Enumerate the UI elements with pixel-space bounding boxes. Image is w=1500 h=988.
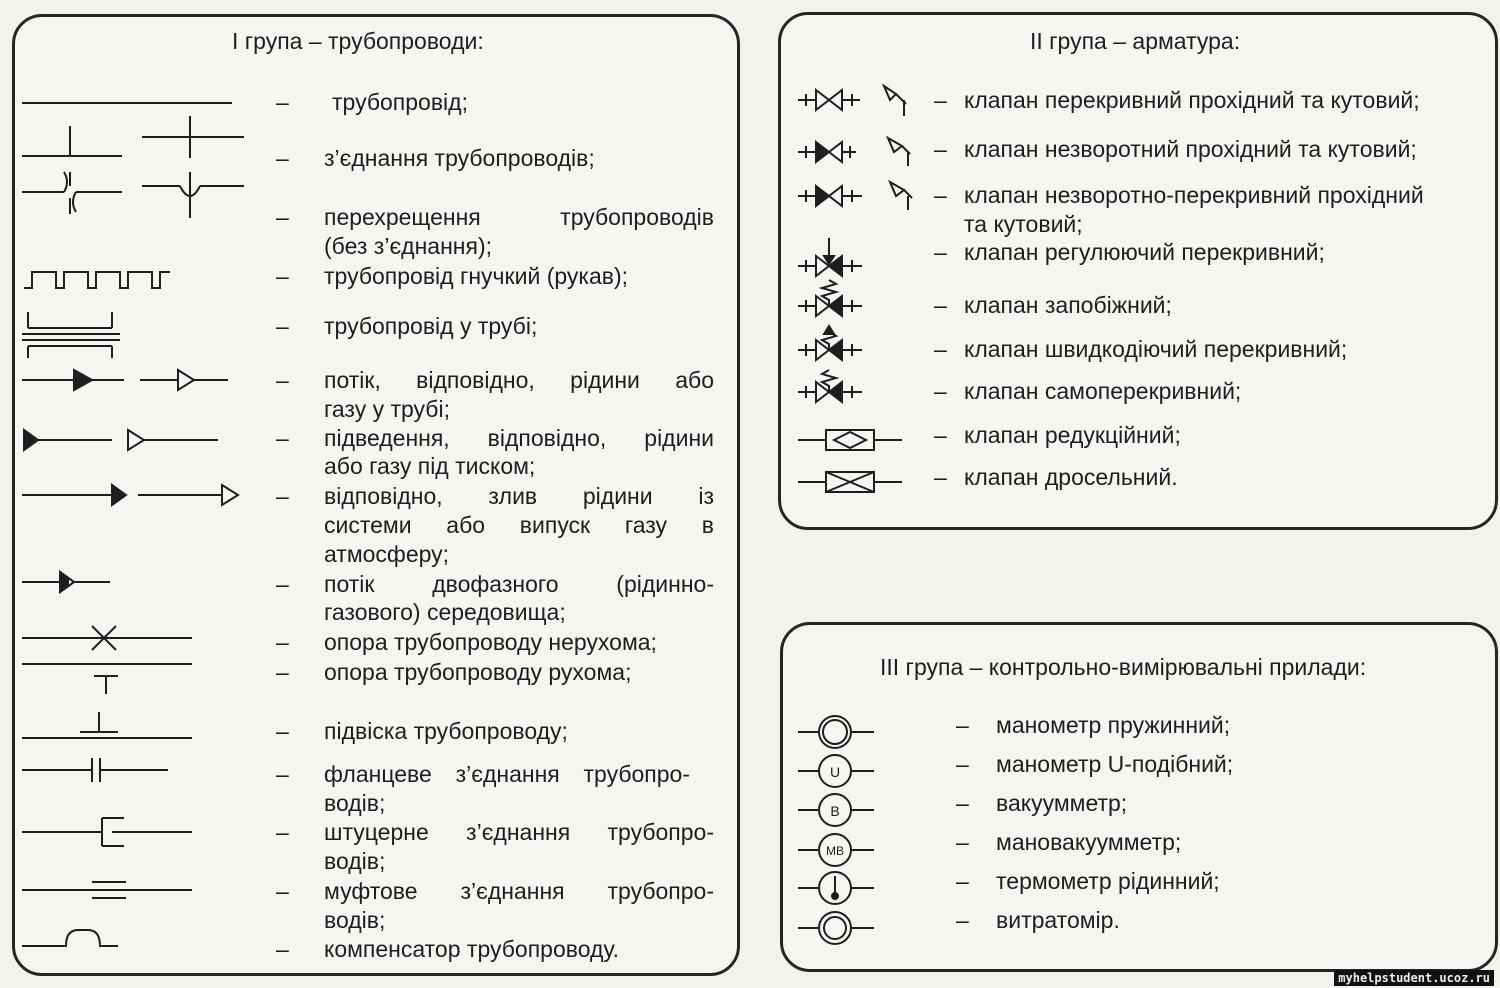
group1-item-6-l2: або газу під тиском; xyxy=(324,453,536,479)
group3-item-0: манометр пружинний; xyxy=(996,712,1231,738)
group1-item-15: компенсатор трубопроводу. xyxy=(324,936,619,962)
group2-item-2-l2: та кутовий; xyxy=(964,211,1083,237)
group2-item-4: клапан запобіжний; xyxy=(964,292,1172,318)
dash: – xyxy=(934,182,947,208)
group1-title: І група – трубопроводи: xyxy=(232,28,484,54)
dash: – xyxy=(956,829,969,855)
group1-item-2-l1: перехрещення трубопроводів xyxy=(324,204,714,230)
liquid-thermometer-symbol xyxy=(798,872,874,904)
flow-meter-symbol xyxy=(798,912,874,944)
group1-item-7-l3: атмосферу; xyxy=(324,541,450,567)
dash: – xyxy=(276,89,289,115)
group1-item-8-l1: потік двофазного (рідинно- xyxy=(324,571,714,597)
group3-item-3: мановакуумметр; xyxy=(996,829,1182,855)
group1-item-0: трубопровід; xyxy=(332,89,468,115)
dash: – xyxy=(934,464,947,490)
dash: – xyxy=(276,204,289,230)
dash: – xyxy=(276,571,289,597)
group2-title: ІІ група – арматура: xyxy=(1030,28,1241,54)
group1-item-8-l2: газового) середовища; xyxy=(324,599,566,625)
dash: – xyxy=(956,790,969,816)
group2-item-1: клапан незворотний прохідний та кутовий; xyxy=(964,136,1417,162)
group1-item-9: опора трубопроводу нерухома; xyxy=(324,629,657,655)
dash: – xyxy=(276,425,289,451)
group1-item-12-l2: водів; xyxy=(324,790,386,816)
dash: – xyxy=(276,483,289,509)
dash: – xyxy=(956,868,969,894)
group2-item-5: клапан швидкодіючий перекривний; xyxy=(964,336,1348,362)
dash: – xyxy=(276,819,289,845)
group1-item-6-l1: підведення, відповідно, рідини xyxy=(324,425,714,451)
dash: – xyxy=(276,878,289,904)
dash: – xyxy=(276,263,289,289)
group1-item-1: з’єднання трубопроводів; xyxy=(324,145,595,171)
dash: – xyxy=(276,761,289,787)
vacuum-gauge-label: В xyxy=(830,803,840,819)
dash: – xyxy=(956,751,969,777)
dash: – xyxy=(276,659,289,685)
group2-item-2-l1: клапан незворотно-перекривний прохідний xyxy=(964,182,1424,208)
pressure-vacuum-gauge-symbol xyxy=(798,834,874,866)
group1-item-11: підвіска трубопроводу; xyxy=(324,718,568,744)
dash: – xyxy=(934,336,947,362)
group1-item-7-l1: відповідно, злив рідини із xyxy=(324,483,714,509)
group1-item-5-l2: газу у трубі; xyxy=(324,396,450,422)
dash: – xyxy=(276,313,289,339)
watermark: myhelpstudent.ucoz.ru xyxy=(1334,970,1494,986)
group1-item-10: опора трубопроводу рухома; xyxy=(324,659,632,685)
dash: – xyxy=(276,936,289,962)
group1-item-13-l2: водів; xyxy=(324,848,386,874)
group1-item-5-l1: потік, відповідно, рідини або xyxy=(324,367,714,393)
dash: – xyxy=(276,367,289,393)
vacuum-gauge-symbol xyxy=(798,794,874,826)
dash: – xyxy=(934,378,947,404)
group3-item-1: манометр U-подібний; xyxy=(996,751,1234,777)
dash: – xyxy=(934,292,947,318)
dash: – xyxy=(934,239,947,265)
group3-title: ІІІ група – контрольно-вимірювальні прилади: xyxy=(880,654,1367,680)
group2-item-3: клапан регулюючий перекривний; xyxy=(964,239,1325,265)
dash: – xyxy=(934,422,947,448)
u-manometer-symbol xyxy=(798,755,874,787)
group2-item-8: клапан дросельний. xyxy=(964,464,1178,490)
spring-manometer-symbol xyxy=(798,716,874,748)
group1-item-2-l2: (без з’єднання); xyxy=(324,233,493,259)
dash: – xyxy=(276,718,289,744)
group1-item-7-l2: системи або випуск газу в xyxy=(324,512,714,538)
group1-item-4: трубопровід у трубі; xyxy=(324,313,538,339)
group3-item-4: термометр рідинний; xyxy=(996,868,1220,894)
group1-item-13-l1: штуцерне з’єднання трубопро- xyxy=(324,819,714,845)
group1-item-14-l1: муфтове з’єднання трубопро- xyxy=(324,878,714,904)
dash: – xyxy=(276,145,289,171)
group3-item-5: витратомір. xyxy=(996,907,1120,933)
group1-item-14-l2: водів; xyxy=(324,907,386,933)
dash: – xyxy=(276,629,289,655)
group2-item-6: клапан самоперекривний; xyxy=(964,378,1242,404)
group2-item-0: клапан перекривний прохідний та кутовий; xyxy=(964,87,1420,113)
dash: – xyxy=(956,907,969,933)
group1-item-12-l1: фланцеве з’єднання трубопро- xyxy=(324,761,690,787)
dash: – xyxy=(956,712,969,738)
group3-item-2: вакуумметр; xyxy=(996,790,1128,816)
u-manometer-label: U xyxy=(829,764,841,780)
group2-item-7: клапан редукційний; xyxy=(964,422,1181,448)
dash: – xyxy=(934,136,947,162)
pressure-vacuum-gauge-label: МВ xyxy=(826,844,844,858)
dash: – xyxy=(934,87,947,113)
group1-item-3: трубопровід гнучкий (рукав); xyxy=(324,263,629,289)
